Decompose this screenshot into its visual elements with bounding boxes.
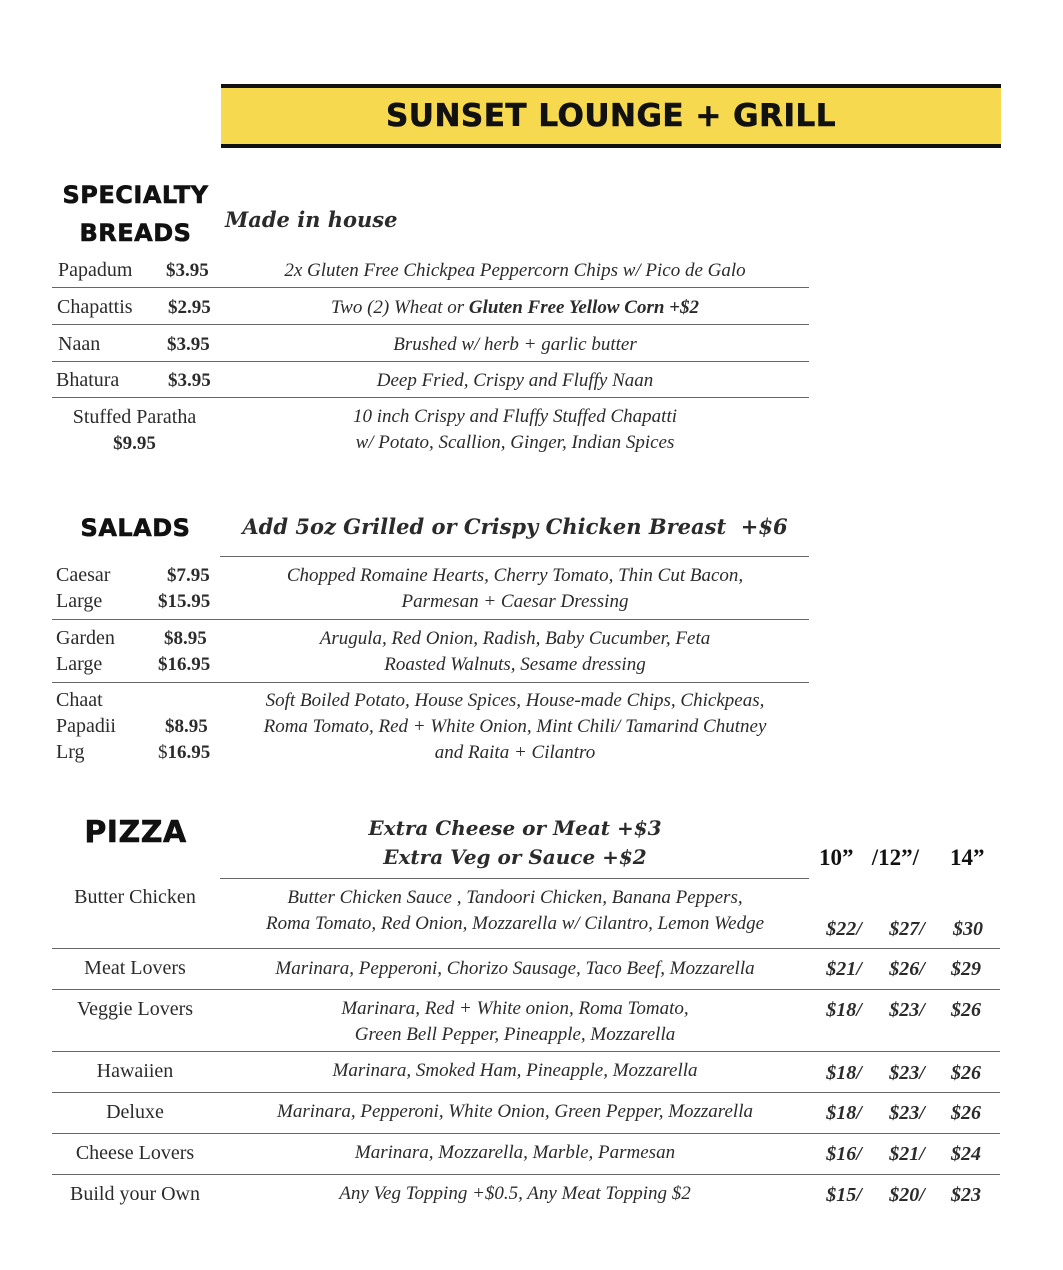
row-divider	[52, 619, 809, 620]
row-divider	[220, 878, 809, 879]
salad-name-line2: Papadii	[56, 715, 116, 737]
pizza-price-12: $23/	[889, 999, 925, 1021]
salad-desc-line3: and Raita + Cilantro	[434, 742, 596, 763]
pizza-name: Meat Lovers	[84, 957, 186, 979]
bread-name: Bhatura	[56, 369, 120, 391]
row-divider	[52, 948, 1000, 949]
pizza-price-10: $16/	[826, 1143, 862, 1165]
salad-desc	[220, 688, 810, 766]
pizza-desc: Marinara, Pepperoni, White Onion, Green Pepper, Mozzarella	[277, 1101, 753, 1122]
salad-desc	[220, 626, 810, 678]
salad-price-large: $16.95	[158, 654, 211, 675]
bread-price: $3.95	[168, 370, 211, 391]
row-divider	[52, 324, 809, 325]
pizza-note-line2: Extra Veg or Sauce +$2	[383, 845, 647, 869]
bread-price: $2.95	[168, 297, 211, 318]
bread-desc-bold: Gluten Free Yellow Corn +$2	[468, 297, 699, 318]
bread-price: $9.95	[113, 433, 156, 454]
salad-name: Garden	[56, 627, 115, 649]
bread-desc	[220, 295, 810, 321]
salad-name-large: Lrg	[56, 741, 85, 763]
row-divider	[52, 361, 809, 362]
bread-desc: Brushed w/ herb + garlic butter	[393, 334, 637, 355]
salads-heading: SALADS	[80, 514, 191, 542]
size-14-header: 14”	[950, 845, 985, 870]
pizza-price-14: $26	[951, 1062, 981, 1084]
pizza-price-14: $26	[951, 999, 981, 1021]
salad-name: Chaat	[56, 689, 103, 711]
pizza-price-10: $18/	[826, 1102, 862, 1124]
pizza-desc-line2: Green Bell Pepper, Pineapple, Mozzarella	[354, 1024, 676, 1045]
pizza-desc-line1: Marinara, Red + White onion, Roma Tomato,	[341, 998, 689, 1019]
pizza-desc-line1: Butter Chicken Sauce , Tandoori Chicken, Banana Peppers,	[287, 887, 743, 908]
pizza-desc: Marinara, Mozzarella, Marble, Parmesan	[354, 1142, 676, 1163]
page-title: SUNSET LOUNGE + GRILL	[385, 98, 837, 134]
pizza-price-10: $18/	[826, 999, 862, 1021]
bread-name: Stuffed Paratha	[72, 406, 197, 428]
salad-desc-line2: Parmesan + Caesar Dressing	[401, 591, 629, 612]
pizza-price-14: $29	[951, 958, 981, 980]
row-divider	[52, 397, 809, 398]
size-10-header: 10”	[819, 845, 854, 870]
pizza-name: Veggie Lovers	[76, 998, 194, 1020]
pizza-price-10: $22/	[826, 918, 862, 940]
pizza-price-10: $21/	[826, 958, 862, 980]
salad-price: $8.95	[164, 628, 207, 649]
pizza-heading: PIZZA	[84, 815, 187, 850]
salad-name-large: Large	[56, 590, 103, 612]
pizza-desc: Marinara, Smoked Ham, Pineapple, Mozzarella	[332, 1060, 698, 1081]
pizza-name: Deluxe	[106, 1101, 164, 1123]
row-divider	[52, 1174, 1000, 1175]
pizza-price-12: $23/	[889, 1102, 925, 1124]
pizza-note-line1: Extra Cheese or Meat +$3	[368, 816, 662, 840]
bread-desc	[220, 404, 810, 456]
breads-heading-line1: SPECIALTY	[62, 181, 209, 209]
pizza-price-12: $27/	[889, 918, 925, 940]
salad-desc-line2: Roasted Walnuts, Sesame dressing	[384, 654, 646, 675]
salad-price-large: $15.95	[158, 591, 211, 612]
salad-price: $8.95	[165, 716, 208, 737]
salad-price-dollar: $	[158, 742, 168, 763]
pizza-price-10: $18/	[826, 1062, 862, 1084]
pizza-desc	[220, 996, 810, 1048]
salads-note: Add 5oz Grilled or Crispy Chicken Breast +$6	[242, 514, 788, 539]
pizza-name: Cheese Lovers	[75, 1142, 195, 1164]
bread-desc-plain: Two (2) Wheat or	[331, 297, 469, 318]
row-divider	[52, 1133, 1000, 1134]
salad-desc-line1: Arugula, Red Onion, Radish, Baby Cucumber, Feta	[319, 628, 711, 649]
pizza-price-12: $26/	[889, 958, 925, 980]
bread-name: Chapattis	[57, 296, 133, 318]
pizza-price-12: $23/	[889, 1062, 925, 1084]
salad-desc-line2: Roma Tomato, Red + White Onion, Mint Chili/ Tamarind Chutney	[263, 716, 767, 737]
pizza-price-10: $15/	[826, 1184, 862, 1206]
salad-name-large: Large	[56, 653, 103, 675]
bread-desc-line2: w/ Potato, Scallion, Ginger, Indian Spices	[355, 432, 675, 453]
salad-price-amount: 16.95	[167, 742, 211, 763]
breads-heading	[58, 176, 213, 252]
row-divider	[52, 682, 809, 683]
pizza-price-12: $21/	[889, 1143, 925, 1165]
title-banner	[221, 84, 1001, 148]
row-divider	[52, 287, 809, 288]
breads-heading-line2: BREADS	[79, 219, 192, 247]
pizza-desc: Marinara, Pepperoni, Chorizo Sausage, Taco Beef, Mozzarella	[275, 958, 755, 979]
salad-price-large	[158, 742, 210, 764]
pizza-desc: Any Veg Topping +$0.5, Any Meat Topping $2	[339, 1183, 691, 1204]
salad-desc-line1: Chopped Romaine Hearts, Cherry Tomato, Thin Cut Bacon,	[286, 565, 744, 586]
row-divider	[52, 989, 1000, 990]
pizza-desc	[220, 885, 810, 937]
bread-name: Naan	[58, 333, 101, 355]
pizza-name: Hawaiien	[96, 1060, 174, 1082]
pizza-price-12: $20/	[889, 1184, 925, 1206]
pizza-price-14: $24	[951, 1143, 981, 1165]
pizza-name: Build your Own	[70, 1183, 200, 1205]
bread-desc: 2x Gluten Free Chickpea Peppercorn Chips w/ Pico de Galo	[284, 260, 746, 281]
bread-name: Papadum	[58, 259, 133, 281]
breads-note: Made in house	[225, 207, 398, 232]
bread-price: $3.95	[166, 260, 209, 281]
pizza-note	[220, 814, 810, 872]
pizza-price-14: $23	[951, 1184, 981, 1206]
pizza-price-14: $26	[951, 1102, 981, 1124]
size-12-header: /12”/	[866, 845, 920, 870]
pizza-name: Butter Chicken	[74, 886, 196, 908]
salad-desc-line1: Soft Boiled Potato, House Spices, House-made Chips, Chickpeas,	[265, 690, 765, 711]
bread-desc-line1: 10 inch Crispy and Fluffy Stuffed Chapatti	[352, 406, 678, 427]
bread-price: $3.95	[167, 334, 210, 355]
salad-price: $7.95	[167, 565, 210, 586]
salad-desc	[220, 563, 810, 615]
row-divider	[52, 1051, 1000, 1052]
bread-desc: Deep Fried, Crispy and Fluffy Naan	[376, 370, 654, 391]
pizza-desc-line2: Roma Tomato, Red Onion, Mozzarella w/ Cilantro, Lemon Wedge	[265, 913, 765, 934]
salad-name: Caesar	[56, 564, 111, 586]
row-divider	[52, 1092, 1000, 1093]
pizza-price-14: $30	[953, 918, 983, 940]
row-divider	[220, 556, 809, 557]
